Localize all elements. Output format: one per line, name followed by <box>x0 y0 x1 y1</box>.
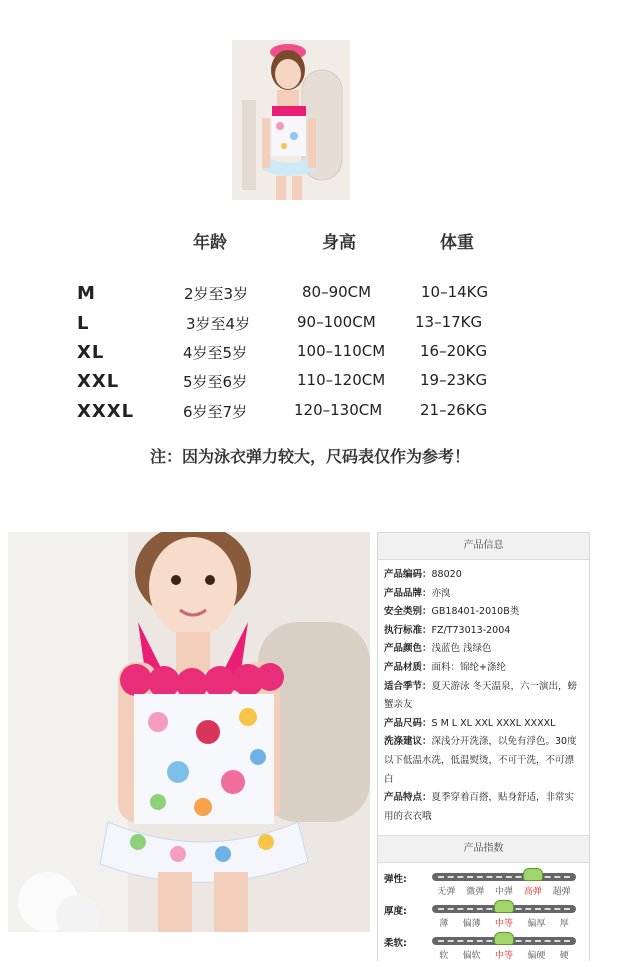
info-label: 产品材质： <box>384 661 432 673</box>
info-item-brand <box>384 585 583 604</box>
gauge-options <box>432 916 576 929</box>
girl-swimsuit-illustration-small <box>232 40 350 200</box>
info-item-safety <box>384 603 583 622</box>
info-item-season <box>384 678 583 715</box>
product-info-panel <box>377 532 590 961</box>
gauge-option: 中弹 <box>494 887 513 897</box>
gauge-label: 柔软: <box>384 938 407 949</box>
info-value: 面料：锦纶+涤纶 <box>431 661 506 673</box>
gauge-label: 厚度: <box>384 906 407 917</box>
header-height: 身高 <box>322 233 356 253</box>
height-range: 90–100CM <box>297 313 376 331</box>
product-info-title: 产品信息 <box>378 533 589 560</box>
top-product-photo <box>232 40 350 200</box>
gauge-softness <box>384 933 584 967</box>
gauge-track <box>432 937 576 945</box>
info-item-washing <box>384 733 583 789</box>
weight-range: 10–14KG <box>421 283 489 301</box>
gauge-track <box>432 905 576 913</box>
gauge-option: 软 <box>439 951 449 961</box>
car-indicator-icon <box>494 932 514 945</box>
info-label: 产品品牌： <box>384 587 432 599</box>
weight-range: 21–26KG <box>420 401 488 419</box>
size-row <box>0 342 620 366</box>
info-item-features <box>384 789 583 826</box>
age-range: 3岁至4岁 <box>186 315 251 333</box>
gauge-option: 厚 <box>559 919 569 929</box>
gauge-option: 偏厚 <box>527 919 546 929</box>
gauge-option: 薄 <box>439 919 449 929</box>
header-weight: 体重 <box>440 233 474 253</box>
gauge-label: 弹性: <box>384 874 407 885</box>
info-value: GB18401-2010B类 <box>431 606 520 618</box>
info-label: 执行标准： <box>384 624 432 636</box>
size-label: M <box>77 283 96 304</box>
info-label: 产品编码： <box>384 569 432 580</box>
age-range: 6岁至7岁 <box>183 403 248 421</box>
gauge-option: 偏薄 <box>462 919 481 929</box>
info-label: 产品尺码： <box>384 717 432 729</box>
height-range: 80–90CM <box>302 283 372 301</box>
height-range: 110–120CM <box>297 371 386 389</box>
weight-range: 13–17KG <box>415 313 483 331</box>
gauge-option: 超弹 <box>552 887 571 897</box>
info-label: 安全类别： <box>384 606 432 618</box>
gauge-option: 无弹 <box>437 887 456 897</box>
age-range: 5岁至6岁 <box>183 373 248 391</box>
info-value: 浅蓝色 浅绿色 <box>431 643 492 655</box>
size-label: XXXL <box>77 401 135 422</box>
info-label: 适合季节： <box>384 680 432 692</box>
gauge-track <box>432 873 576 881</box>
info-item-code <box>384 566 583 585</box>
size-row <box>0 313 620 337</box>
size-label: XXL <box>77 371 120 392</box>
size-row <box>0 283 620 307</box>
gauge-elasticity <box>384 869 584 903</box>
info-value: S M L XL XXL XXXL XXXXL <box>431 717 556 729</box>
info-label: 产品颜色： <box>384 643 432 655</box>
height-range: 100–110CM <box>297 342 386 360</box>
info-label: 产品特点： <box>384 792 432 804</box>
info-value: FZ/T73013-2004 <box>431 624 511 636</box>
car-indicator-icon <box>494 900 514 913</box>
info-value: 夏天游泳 冬天温泉，六一演出，螃蟹亲友 <box>384 680 578 711</box>
info-label: 洗涤建议： <box>384 736 432 748</box>
size-chart-note: 注：因为泳衣弹力较大，尺码表仅作为参考！ <box>149 447 470 466</box>
age-range: 4岁至5岁 <box>183 344 248 362</box>
gauge-option: 偏软 <box>462 951 481 961</box>
gauge-option: 中等 <box>494 919 513 929</box>
info-item-material <box>384 659 583 678</box>
girl-swimsuit-illustration-large <box>8 532 370 932</box>
info-value: 深浅分开洗涤，以免有浮色。30度以下低温水洗，低温熨烫，不可干洗，不可漂白 <box>384 736 577 785</box>
product-info-list <box>378 560 589 826</box>
info-value: 88020 <box>431 569 462 580</box>
info-value: 夏季穿着百搭，贴身舒适，非常实用的衣衣哦 <box>384 792 575 822</box>
gauge-option: 中等 <box>494 951 513 961</box>
size-row <box>0 401 620 425</box>
gauge-thickness <box>384 901 584 935</box>
weight-range: 19–23KG <box>420 371 488 389</box>
size-label: XL <box>77 342 105 363</box>
gauge-option: 微弹 <box>466 887 485 897</box>
size-label: L <box>77 313 90 334</box>
gauge-option: 高弹 <box>523 887 542 897</box>
gauge-options <box>432 884 576 897</box>
main-product-photo <box>8 532 370 932</box>
height-range: 120–130CM <box>294 401 383 419</box>
gauge-options <box>432 948 576 961</box>
header-age: 年龄 <box>193 233 227 253</box>
weight-range: 16–20KG <box>420 342 488 360</box>
info-item-standard <box>384 622 583 641</box>
info-item-sizes <box>384 715 583 734</box>
car-indicator-icon <box>523 868 543 881</box>
gauge-option: 硬 <box>559 951 569 961</box>
info-item-color <box>384 640 583 659</box>
size-row <box>0 371 620 395</box>
gauge-option: 偏硬 <box>527 951 546 961</box>
product-index-title: 产品指数 <box>378 835 589 863</box>
info-value: 亦溴 <box>431 587 451 599</box>
age-range: 2岁至3岁 <box>184 285 249 303</box>
